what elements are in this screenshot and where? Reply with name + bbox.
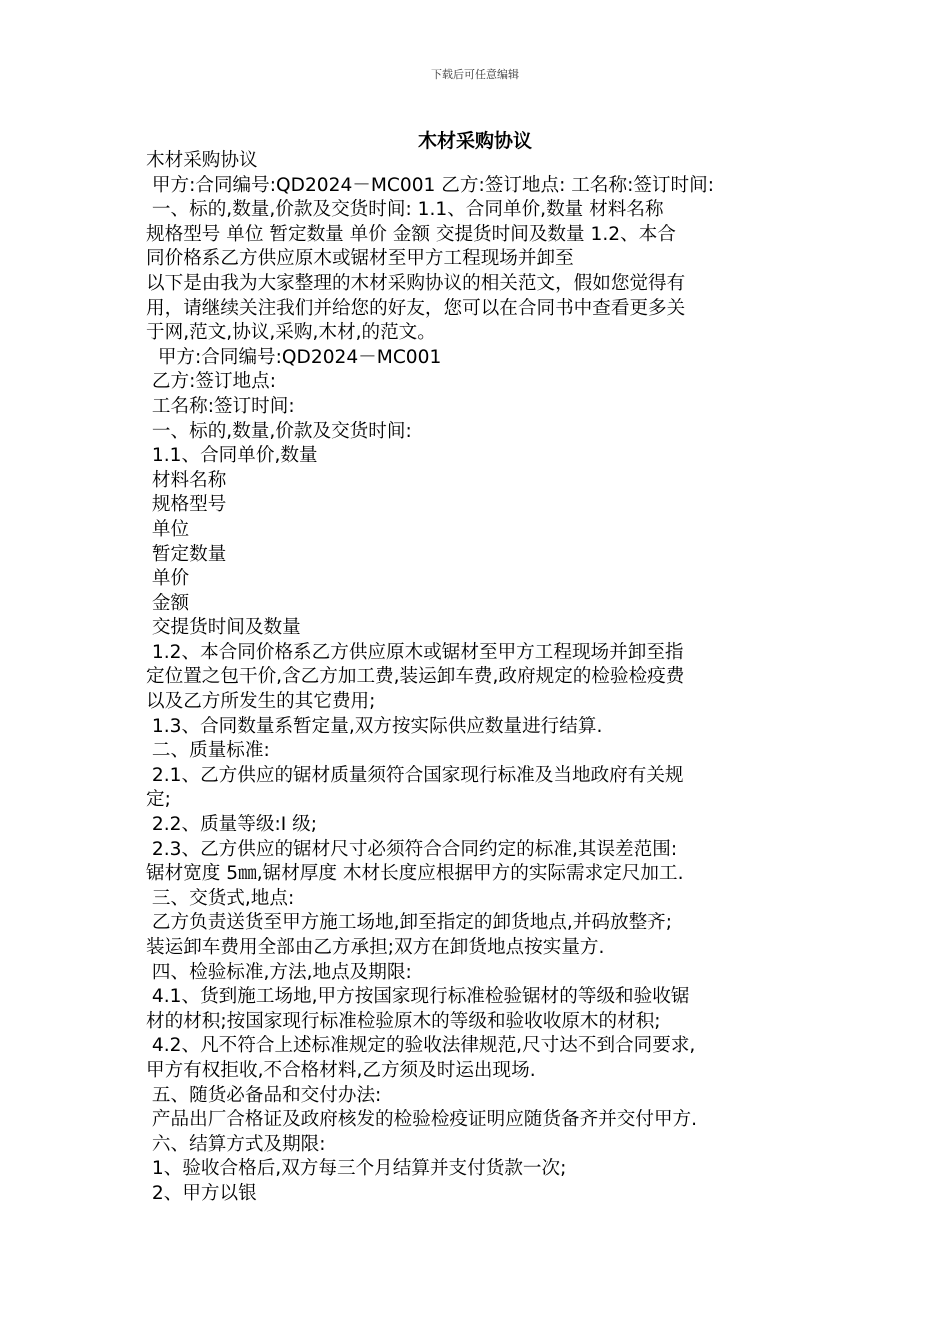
- body-line: 单位: [146, 518, 190, 540]
- body-line: 1.2、本合同价格系乙方供应原木或锯材至甲方工程现场并卸至指: [146, 641, 684, 663]
- body-line: 甲方:合同编号:QD2024－MC001: [146, 346, 442, 368]
- body-line: 4.2、凡不符合上述标准规定的验收法律规范,尺寸达不到合同要求,: [146, 1035, 696, 1057]
- body-line: 用，请继续关注我们并给您的好友，您可以在合同书中查看更多关: [146, 297, 686, 319]
- body-line: 材的材积;按国家现行标准检验原木的等级和验收收原木的材积;: [146, 1010, 661, 1032]
- body-line: 2.2、质量等级:Ⅰ 级;: [146, 814, 317, 836]
- body-line: 1.1、合同单价,数量: [146, 445, 318, 467]
- body-line: 规格型号 单位 暂定数量 单价 金额 交提货时间及数量 1.2、本合: [146, 223, 676, 245]
- body-line: 工名称:签订时间:: [146, 395, 295, 417]
- body-line: 木材采购协议: [146, 150, 258, 171]
- body-line: 四、检验标准,方法,地点及期限:: [146, 961, 412, 983]
- body-line: 以下是由我为大家整理的木材采购协议的相关范文，假如您觉得有: [146, 272, 686, 294]
- body-line: 甲方有权拒收,不合格材料,乙方须及时运出现场.: [146, 1059, 536, 1081]
- body-line: 装运卸车费用全部由乙方承担;双方在卸货地点按实量方.: [146, 937, 605, 958]
- body-line: 1.3、合同数量系暂定量,双方按实际供应数量进行结算.: [146, 715, 603, 737]
- body-line: 以及乙方所发生的其它费用;: [146, 691, 376, 713]
- body-line: 4.1、货到施工场地,甲方按国家现行标准检验锯材的等级和验收锯: [146, 986, 690, 1008]
- body-line: 2、甲方以银: [146, 1182, 257, 1204]
- body-line: 一、标的,数量,价款及交货时间: 1.1、合同单价,数量 材料名称: [146, 199, 664, 221]
- body-line: 单价: [146, 568, 190, 590]
- body-line: 规格型号: [146, 494, 227, 516]
- body-line: 产品出厂合格证及政府核发的检验检疫证明应随货备齐并交付甲方.: [146, 1109, 698, 1131]
- body-line: 2.1、乙方供应的锯材质量须符合国家现行标准及当地政府有关规: [146, 764, 684, 786]
- body-line: 一、标的,数量,价款及交货时间:: [146, 420, 412, 442]
- body-line: 暂定数量: [146, 543, 227, 565]
- body-line: 锯材宽度 5㎜,锯材厚度 木材长度应根据甲方的实际需求定尺加工.: [146, 863, 684, 885]
- body-line: 交提货时间及数量: [146, 617, 301, 639]
- body-line: 甲方:合同编号:QD2024－MC001 乙方:签订地点: 工名称:签订时间:: [146, 174, 714, 196]
- body-line: 于网,范文,协议,采购,木材,的范文。: [146, 322, 436, 344]
- body-line: 六、结算方式及期限:: [146, 1133, 326, 1155]
- body-line: 同价格系乙方供应原木或锯材至甲方工程现场并卸至: [146, 248, 574, 270]
- document-title: 木材采购协议: [417, 130, 532, 152]
- body-line: 金额: [146, 592, 190, 614]
- body-line: 1、验收合格后,双方每三个月结算并支付货款一次;: [146, 1158, 567, 1180]
- body-line: 五、随货必备品和交付办法:: [146, 1084, 382, 1106]
- body-line: 材料名称: [146, 469, 227, 491]
- document-body: [146, 149, 826, 1207]
- page-header: 下载后可任意编辑: [431, 68, 519, 81]
- body-line: 乙方:签订地点:: [146, 371, 277, 393]
- body-line: 2.3、乙方供应的锯材尺寸必须符合合同约定的标准,其误差范围:: [146, 838, 678, 860]
- body-line: 三、交货式,地点:: [146, 887, 295, 909]
- body-line: 定位置之包干价,含乙方加工费,装运卸车费,政府规定的检验检疫费: [146, 666, 685, 688]
- body-line: 乙方负责送货至甲方施工场地,卸至指定的卸货地点,并码放整齐;: [146, 912, 673, 934]
- body-line: 二、质量标准:: [146, 740, 270, 762]
- body-line: 定;: [146, 789, 171, 811]
